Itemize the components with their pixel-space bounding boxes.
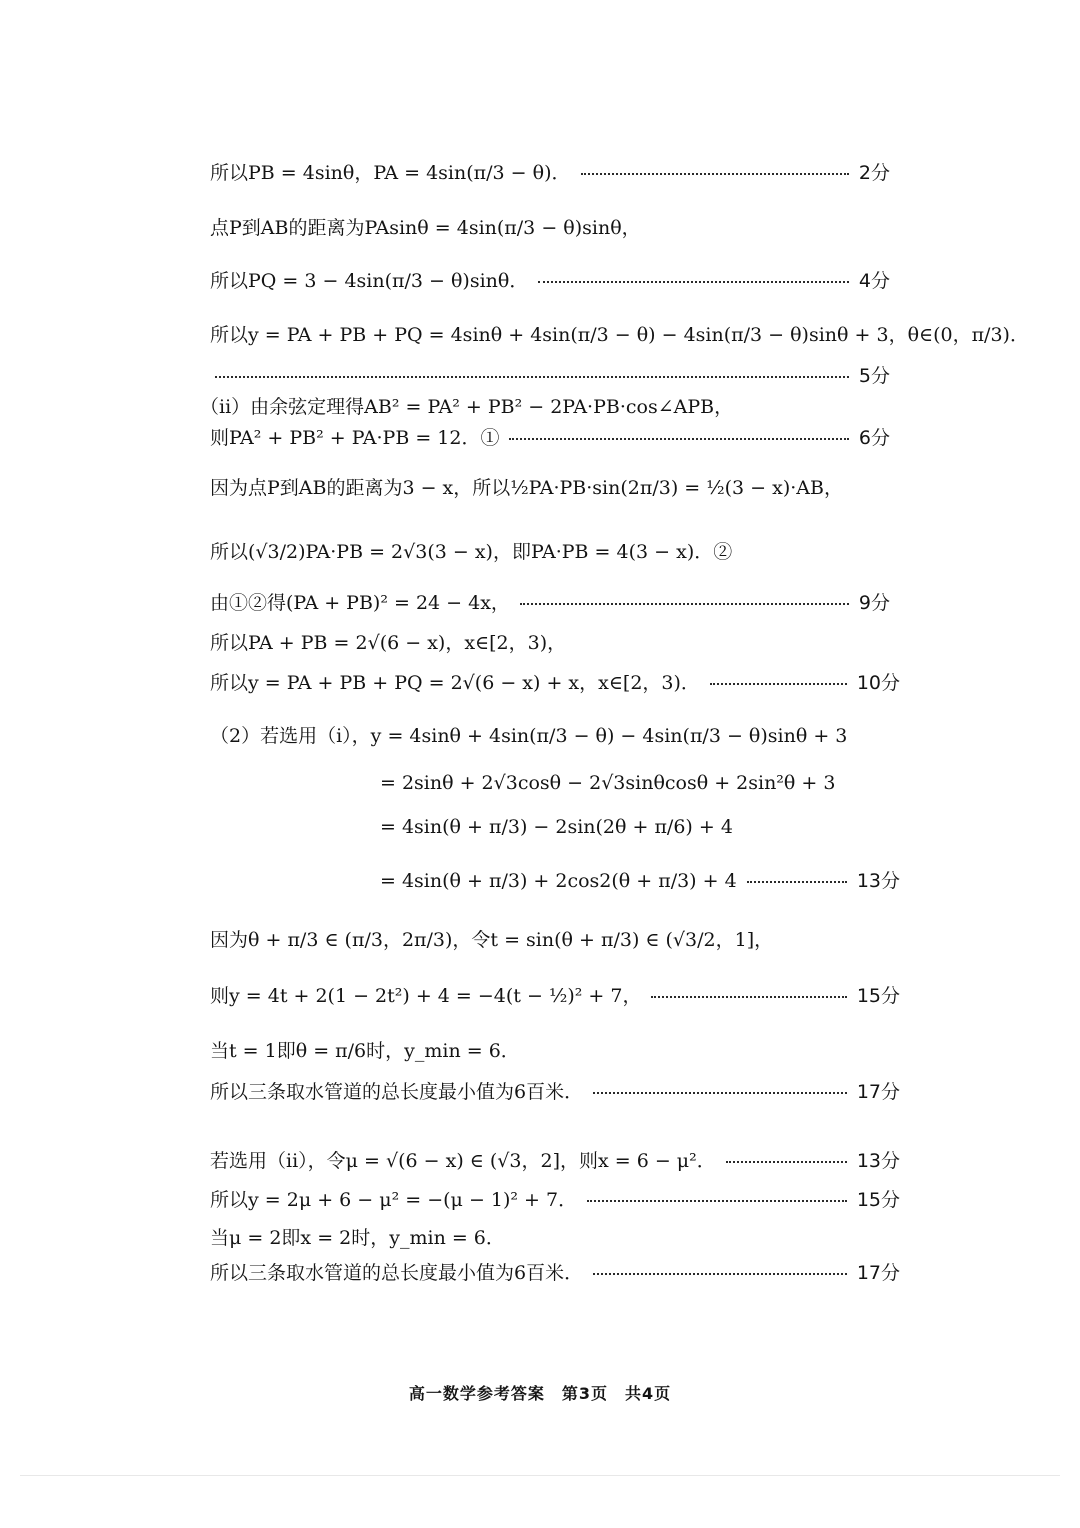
score-label: 10分	[856, 672, 900, 694]
solution-line	[210, 272, 890, 291]
solution-line: 所以(√3/2)PA·PB = 2√3(3 − x)，即PA·PB = 4(3 − x)．②	[210, 541, 733, 563]
solution-line: 当t = 1即θ = π/6时，y_min = 6．	[210, 1040, 520, 1062]
solution-line	[210, 674, 900, 693]
dot-leader	[747, 881, 847, 883]
dot-leader	[509, 438, 848, 440]
line-expression: = 4sin(θ + π/3) + 2cos2(θ + π/3) + 4	[380, 870, 737, 892]
solution-line	[210, 987, 900, 1006]
solution-line	[380, 872, 900, 891]
dot-leader	[215, 376, 849, 378]
dot-leader	[520, 603, 849, 605]
score-label: 13分	[856, 1150, 900, 1172]
page-footer: 高一数学参考答案 第3页 共4页	[408, 1384, 672, 1403]
solution-line	[210, 594, 890, 613]
score-label: 5分	[858, 365, 890, 387]
solution-line: = 4sin(θ + π/3) − 2sin(2θ + π/6) + 4	[380, 816, 733, 838]
score-label: 6分	[858, 427, 890, 449]
solution-line	[210, 1152, 900, 1171]
dot-leader	[581, 173, 849, 175]
dot-leader	[538, 281, 849, 283]
line-expression: 所以y = PA + PB + PQ = 2√(6 − x) + x，x∈[2，3)．	[210, 672, 700, 694]
dot-leader	[726, 1161, 847, 1163]
solution-line: = 2sinθ + 2√3cosθ − 2√3sinθcosθ + 2sin²θ + 3	[380, 772, 836, 794]
dot-leader	[710, 683, 847, 685]
line-expression: 所以PB = 4sinθ，PA = 4sin(π/3 − θ)．	[210, 162, 571, 184]
score-label: 15分	[856, 985, 900, 1007]
score-label: 2分	[858, 162, 890, 184]
solution-line: 当μ = 2即x = 2时，y_min = 6．	[210, 1227, 505, 1249]
solution-line: 所以y = PA + PB + PQ = 4sinθ + 4sin(π/3 − θ) − 4sin(π/3 − θ)sinθ + 3，θ∈(0，π/3)．	[210, 324, 1029, 346]
line-expression: 所以PQ = 3 − 4sin(π/3 − θ)sinθ．	[210, 270, 529, 292]
line-expression: 若选用（ii），令μ = √(6 − x) ∈ (√3，2]，则x = 6 − μ²．	[210, 1150, 716, 1172]
dot-leader	[593, 1092, 847, 1094]
dot-leader	[587, 1200, 847, 1202]
line-expression: 所以三条取水管道的总长度最小值为6百米．	[210, 1081, 584, 1103]
line-expression: 所以三条取水管道的总长度最小值为6百米．	[210, 1262, 584, 1284]
line-expression: 则PA² + PB² + PA·PB = 12．①	[210, 427, 500, 449]
score-label: 4分	[858, 270, 890, 292]
dot-leader	[651, 996, 846, 998]
solution-line: 因为θ + π/3 ∈ (π/3，2π/3)，令t = sin(θ + π/3) ∈ (√3/2，1]，	[210, 929, 774, 951]
solution-line: （ii）由余弦定理得AB² = PA² + PB² − 2PA·PB·cos∠APB，	[200, 396, 734, 418]
solution-line: 点P到AB的距离为PAsinθ = 4sin(π/3 − θ)sinθ，	[210, 217, 641, 239]
score-label: 17分	[856, 1081, 900, 1103]
line-expression: 所以y = 2μ + 6 − μ² = −(μ − 1)² + 7．	[210, 1189, 578, 1211]
score-label: 15分	[856, 1189, 900, 1211]
line-expression: 则y = 4t + 2(1 − 2t²) + 4 = −4(t − ½)² + 7，	[210, 985, 642, 1007]
bottom-divider	[20, 1475, 1060, 1476]
solution-line	[210, 1264, 900, 1283]
solution-line	[210, 1191, 900, 1210]
solution-line: 所以PA + PB = 2√(6 − x)，x∈[2，3)，	[210, 632, 567, 654]
solution-line: （2）若选用（i），y = 4sinθ + 4sin(π/3 − θ) − 4sin(π/3 − θ)sinθ + 3	[210, 725, 848, 747]
solution-line: 因为点P到AB的距离为3 − x，所以½PA·PB·sin(2π/3) = ½(3 − x)·AB，	[210, 477, 843, 499]
solution-line	[210, 429, 890, 448]
dot-leader	[593, 1273, 847, 1275]
score-label: 17分	[856, 1262, 900, 1284]
solution-line	[210, 1083, 900, 1102]
solution-line	[215, 367, 890, 386]
score-label: 9分	[858, 592, 890, 614]
score-label: 13分	[856, 870, 900, 892]
line-expression: 由①②得(PA + PB)² = 24 − 4x，	[210, 592, 510, 614]
solution-line	[210, 164, 890, 183]
